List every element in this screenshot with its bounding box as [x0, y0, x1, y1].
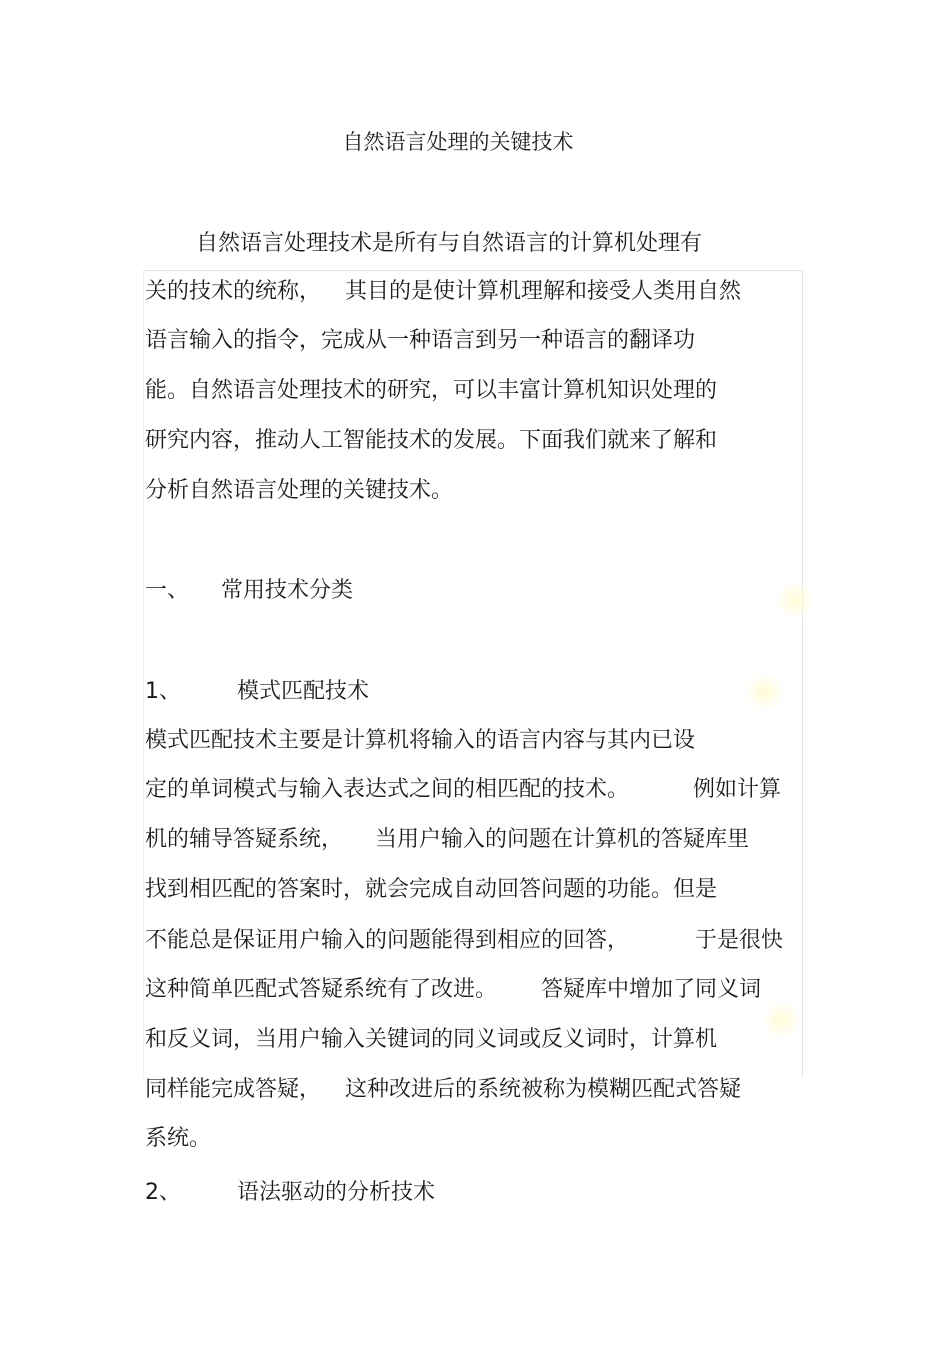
subsection-heading: 2、 语法驱动的分析技术 — [145, 1180, 436, 1205]
decorative-glow — [762, 1000, 802, 1040]
paragraph-line: 模式匹配技术主要是计算机将输入的语言内容与其内已设 — [145, 728, 696, 753]
decorative-glow — [745, 672, 785, 712]
paragraph-line: 机的辅导答疑系统， 当用户输入的问题在计算机的答疑库里 — [145, 827, 750, 852]
document-title: 自然语言处理的关键技术 — [342, 130, 574, 154]
subsection-heading: 1、 模式匹配技术 — [145, 679, 370, 704]
decorative-glow — [775, 580, 815, 620]
section-heading: 一、 常用技术分类 — [145, 578, 354, 603]
paragraph-line: 研究内容，推动人工智能技术的发展。下面我们就来了解和 — [145, 428, 718, 453]
paragraph-line: 不能总是保证用户输入的问题能得到相应的回答， 于是很快 — [145, 928, 784, 953]
paragraph-line: 同样能完成答疑， 这种改进后的系统被称为模糊匹配式答疑 — [145, 1077, 742, 1102]
paragraph-line: 定的单词模式与输入表达式之间的相匹配的技术。 例如计算 — [145, 777, 782, 802]
paragraph-line: 能。自然语言处理技术的研究，可以丰富计算机知识处理的 — [145, 378, 718, 403]
paragraph-line: 语言输入的指令，完成从一种语言到另一种语言的翻译功 — [145, 328, 696, 353]
paragraph-line: 找到相匹配的答案时，就会完成自动回答问题的功能。但是 — [145, 877, 718, 902]
paragraph-line: 分析自然语言处理的关键技术。 — [145, 478, 454, 503]
paragraph-line: 和反义词，当用户输入关键词的同义词或反义词时，计算机 — [145, 1027, 718, 1052]
paragraph-line: 这种简单匹配式答疑系统有了改进。 答疑库中增加了同义词 — [145, 977, 762, 1002]
paragraph-line: 关的技术的统称， 其目的是使计算机理解和接受人类用自然 — [145, 279, 742, 304]
paragraph-line: 自然语言处理技术是所有与自然语言的计算机处理有 — [196, 231, 703, 256]
paragraph-line: 系统。 — [145, 1126, 212, 1151]
